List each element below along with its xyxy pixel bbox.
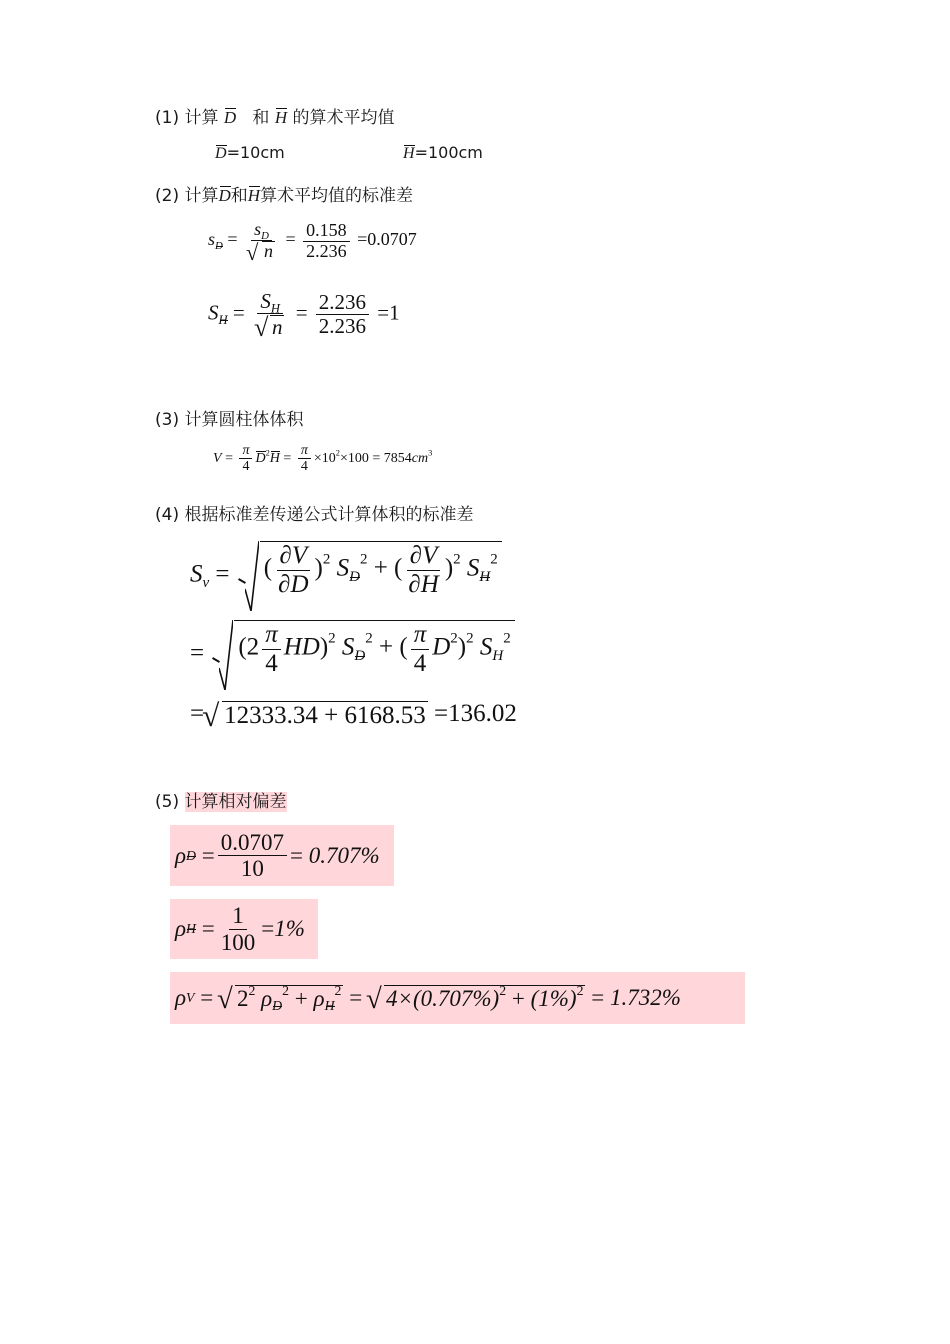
mean-d-value: =10cm <box>226 143 285 162</box>
rhoH-denominator: 100 <box>220 929 256 955</box>
symbol-d-bar: D <box>223 108 237 127</box>
volume-unit: cm <box>411 451 429 467</box>
rhoD-denominator: 10 <box>240 856 264 881</box>
equation-rho-v: ρ V = √ $2^2$ $\rho_D^2 + \rho_H^2$ = √ $4\times(0.707\%)^2 + (1\%)^2$ = 1.732% <box>170 972 745 1024</box>
section-4-heading <box>155 500 474 525</box>
section-number: (2) <box>155 186 180 206</box>
section-number: (5) <box>155 792 180 812</box>
symbol-d-bar: D <box>218 186 231 205</box>
rhoH-numerator: 1 <box>229 903 247 929</box>
sD-result: 0.0707 <box>367 229 417 250</box>
sD-denominator: 2.236 <box>306 240 347 261</box>
SH-result: 1 <box>389 300 400 325</box>
rhoD-numerator: 0.0707 <box>218 830 287 856</box>
section-number: (4) <box>155 505 180 525</box>
equation-SH: $S_H$ = $S_H$ √ n = $\frac{2.236}{2.236}$ =1 <box>208 290 400 339</box>
rhoV-term-1: 4×(0.707%) <box>385 985 500 1011</box>
equation-volume: V = $\frac{\pi}{4}$ $D^2H$ = $\frac{\pi}{4}$ $\times 10^2\times 100 = 7854cm^3$ <box>213 443 433 475</box>
equation-rho-h: ρ H = $\frac{1}{100}$ = 1% <box>170 899 318 959</box>
section-number: (3) <box>155 410 180 430</box>
sD-numerator: 0.158 <box>303 221 350 242</box>
section-5-heading <box>155 787 287 812</box>
volume-unit-exp: 3 <box>428 448 433 458</box>
sv-term-b: 6168.53 <box>344 701 426 729</box>
heading-text-highlighted: 计算相对偏差 <box>184 792 287 812</box>
equation-sv-line3: =√ 12333.34 + 6168.53 =136.02 <box>190 700 517 730</box>
symbol-d-bar: D <box>215 145 227 162</box>
equation-sv-line1: $S_v$ = ( $\frac{\partial V}{\partial D}$ )$^2$ $S_D^2$ + ( $\frac{\partial V}{\partial H}$ )$^2$ $S_H^2$ <box>190 541 502 611</box>
symbol-h-bar: H <box>403 145 415 162</box>
SH-denominator: 2.236 <box>318 314 367 339</box>
volume-result: 7854 <box>383 451 412 467</box>
volume-coef-exp: 2 <box>335 448 340 458</box>
section-3-heading <box>155 405 304 430</box>
heading-text: 计算圆柱体体积 <box>184 410 304 430</box>
heading-text: 计算 <box>184 108 219 128</box>
heading-text: 和 <box>252 108 270 128</box>
volume-coef: 10 <box>321 451 336 467</box>
equation-sD: $s_D$ = $s_D$ √ n = $\frac{0.158}{2.236}$ =0.0707 <box>208 220 417 262</box>
equation-rho-d: ρ D = $\frac{0.0707}{10}$ = 0.707% <box>170 825 394 886</box>
SH-numerator: 2.236 <box>316 291 369 315</box>
rhoV-term-2: (1%) <box>530 985 577 1011</box>
section-1-heading <box>155 103 395 128</box>
sv-term-a: 12333.34 <box>224 701 318 729</box>
mean-d <box>215 143 285 163</box>
section-2-heading <box>155 181 413 206</box>
symbol-h-bar: H <box>274 108 288 127</box>
rhoV-result: 1.732% <box>609 985 681 1010</box>
heading-text: 和 <box>230 186 248 206</box>
heading-text: 算术平均值的标准差 <box>260 186 414 206</box>
mean-h <box>403 143 483 163</box>
volume-h: 100 <box>347 451 369 467</box>
rhoH-result: 1% <box>274 916 305 941</box>
section-number: (1) <box>155 108 180 128</box>
symbol-h-bar: H <box>247 186 261 205</box>
sv-result: 136.02 <box>448 700 517 727</box>
heading-text: 根据标准差传递公式计算体积的标准差 <box>184 505 474 525</box>
heading-text: 的算术平均值 <box>292 108 395 128</box>
equation-sv-line2: = (2 $\frac{\pi}{4}$ HD)$^2$ $S_D^2$ + ( $\frac{\pi}{4}$ $D^2)^2$ $S_H^2$ <box>190 620 515 690</box>
mean-h-value: =100cm <box>414 143 483 162</box>
heading-text: 计算 <box>184 186 219 206</box>
rhoD-result: 0.707% <box>308 842 380 868</box>
